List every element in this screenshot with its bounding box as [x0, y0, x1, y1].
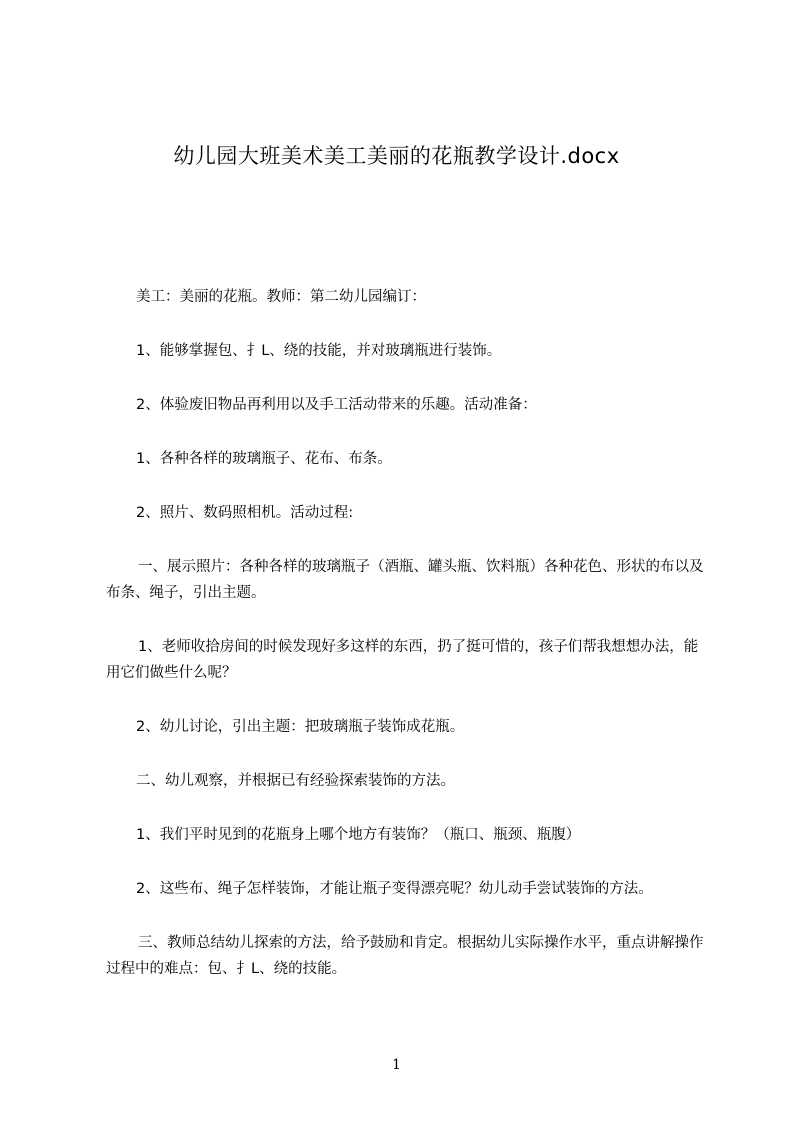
paragraph-prep-2: 2、照片、数码照相机。活动过程:: [136, 505, 354, 521]
paragraph-step-one-2: 2、幼儿讨论，引出主题：把玻璃瓶子装饰成花瓶。: [136, 719, 465, 735]
paragraph-intro: 美工：美丽的花瓶。教师：第二幼儿园编订：: [136, 289, 426, 305]
paragraph-step-two: 二、幼儿观察，并根据已有经验探索装饰的方法。: [136, 773, 455, 789]
paragraph-step-two-1: 1、我们平时见到的花瓶身上哪个地方有装饰？（瓶口、瓶颈、瓶腹）: [136, 827, 581, 843]
paragraph-step-two-2: 2、这些布、绳子怎样装饰，才能让瓶子变得漂亮呢？幼儿动手尝试装饰的方法。: [136, 881, 653, 897]
document-body: [106, 284, 704, 1010]
paragraph-step-one-1: 1、老师收拾房间的时候发现好多这样的东西，扔了挺可惜的，孩子们帮我想想办法，能用它们做些什么呢？: [106, 639, 699, 681]
document-title: 幼儿园大班美术美工美丽的花瓶教学设计.docx: [173, 144, 620, 168]
paragraph-step-three: 三、教师总结幼儿探索的方法，给予鼓励和肯定。根据幼儿实际操作水平，重点讲解操作过程中的难点：包、扌L、绕的技能。: [106, 935, 704, 977]
paragraph-goal-2: 2、体验废旧物品再利用以及手工活动带来的乐趣。活动准备：: [136, 397, 537, 413]
paragraph-prep-1: 1、各种各样的玻璃瓶子、花布、布条。: [136, 451, 392, 467]
paragraph-step-one: 一、展示照片：各种各样的玻璃瓶子（酒瓶、罐头瓶、饮料瓶）各种花色、形状的布以及布条、绳子，引出主题。: [106, 559, 704, 601]
paragraph-goal-1: 1、能够掌握包、扌L、绕的技能，并对玻璃瓶进行装饰。: [136, 343, 502, 359]
page-number: 1: [392, 1057, 401, 1073]
